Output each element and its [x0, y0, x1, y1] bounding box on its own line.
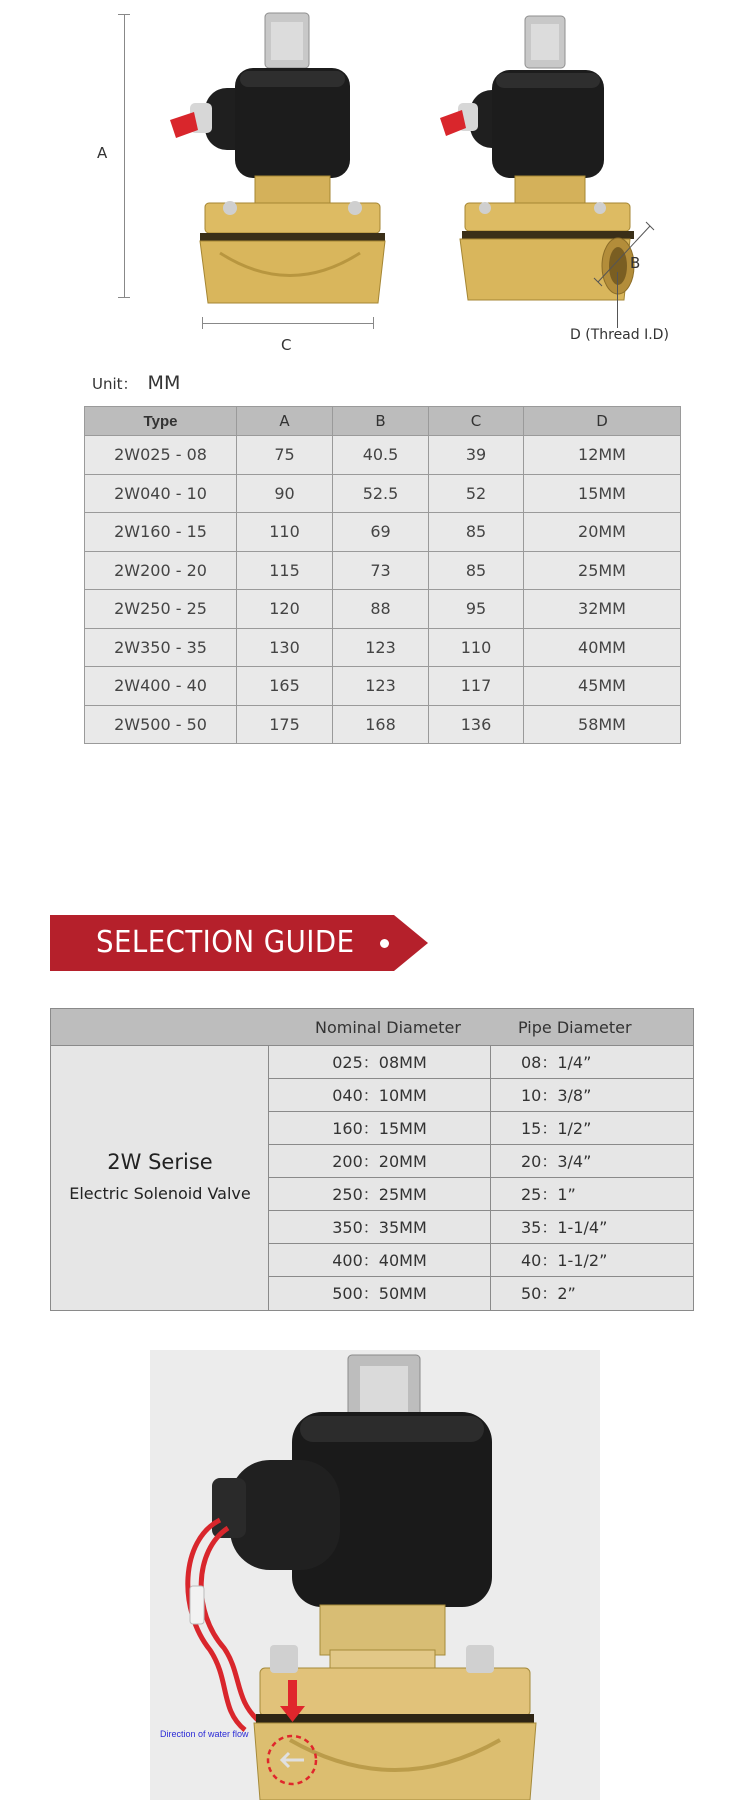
pipe-diameter-cell: 20：3/4” [521, 1152, 592, 1171]
cell-d: 15MM [524, 474, 681, 513]
nominal-diameter-cell: 400：40MM [269, 1244, 491, 1277]
banner-title: SELECTION GUIDE [96, 925, 355, 960]
header-a: A [237, 407, 333, 436]
cell-d: 20MM [524, 513, 681, 552]
series-cell [51, 1046, 269, 1310]
cell-c: 52 [429, 474, 524, 513]
cell-c: 136 [429, 705, 524, 744]
table-row [85, 628, 681, 667]
cell-a: 90 [237, 474, 333, 513]
dimension-d-label: D (Thread I.D) [570, 327, 669, 343]
cell-type: 2W160 - 15 [85, 513, 237, 552]
cell-b: 123 [333, 628, 429, 667]
nominal-diameter-cell: 040：10MM [269, 1079, 491, 1112]
dimensions-header-row [85, 407, 681, 436]
cell-b: 73 [333, 551, 429, 590]
pipe-diameter-cell: 35：1-1/4” [521, 1218, 608, 1237]
table-row [269, 1178, 693, 1211]
selection-guide-table [50, 1008, 694, 1311]
table-row [269, 1244, 693, 1277]
pipe-diameter-cell: 50：2” [521, 1284, 576, 1303]
guide-header-row [51, 1009, 693, 1046]
cell-type: 2W500 - 50 [85, 705, 237, 744]
header-c: C [429, 407, 524, 436]
cell-b: 88 [333, 590, 429, 629]
header-type: Type [85, 407, 237, 436]
cell-type: 2W350 - 35 [85, 628, 237, 667]
dimension-a-label: A [97, 144, 108, 162]
nominal-diameter-cell: 250：25MM [269, 1178, 491, 1211]
dimension-c-label: C [281, 336, 292, 354]
banner-dot-icon [380, 939, 389, 948]
valve-front-view-image [150, 8, 390, 308]
cell-type: 2W400 - 40 [85, 667, 237, 706]
table-row [85, 513, 681, 552]
table-row [85, 705, 681, 744]
dimension-c-line [202, 323, 374, 324]
table-row [269, 1211, 693, 1244]
series-subtitle: Electric Solenoid Valve [69, 1184, 251, 1203]
pipe-diameter-cell: 25：1” [521, 1185, 576, 1204]
table-row [269, 1112, 693, 1145]
cell-b: 168 [333, 705, 429, 744]
nominal-diameter-cell: 160：15MM [269, 1112, 491, 1145]
cell-type: 2W200 - 20 [85, 551, 237, 590]
dimension-a-cap-bottom [118, 297, 130, 298]
cell-a: 120 [237, 590, 333, 629]
nominal-diameter-cell: 350：35MM [269, 1211, 491, 1244]
table-row [269, 1046, 693, 1079]
dimension-c-cap-left [202, 317, 203, 329]
unit-label: Unit： [92, 375, 138, 393]
table-row [269, 1079, 693, 1112]
cell-c: 85 [429, 551, 524, 590]
selection-guide-banner [50, 915, 428, 971]
nominal-diameter-cell: 200：20MM [269, 1145, 491, 1178]
flow-direction-label: Direction of water flow [160, 1729, 249, 1739]
cell-a: 110 [237, 513, 333, 552]
cell-c: 95 [429, 590, 524, 629]
cell-b: 69 [333, 513, 429, 552]
dimension-b-line [590, 220, 660, 300]
unit-row [92, 372, 180, 394]
cell-c: 39 [429, 436, 524, 475]
cell-c: 117 [429, 667, 524, 706]
cell-c: 85 [429, 513, 524, 552]
cell-d: 45MM [524, 667, 681, 706]
cell-d: 58MM [524, 705, 681, 744]
dimension-a-line [124, 14, 125, 298]
cell-a: 130 [237, 628, 333, 667]
cell-a: 165 [237, 667, 333, 706]
guide-rows [269, 1046, 693, 1310]
pipe-diameter-cell: 15：1/2” [521, 1119, 592, 1138]
cell-type: 2W250 - 25 [85, 590, 237, 629]
cell-a: 175 [237, 705, 333, 744]
table-row [85, 436, 681, 475]
dimension-b-label: B [630, 254, 641, 272]
nominal-diameter-cell: 500：50MM [269, 1277, 491, 1310]
table-row [85, 667, 681, 706]
table-row [85, 551, 681, 590]
nominal-diameter-cell: 025：08MM [269, 1046, 491, 1079]
cell-a: 115 [237, 551, 333, 590]
cell-d: 40MM [524, 628, 681, 667]
pipe-diameter-cell: 40：1-1/2” [521, 1251, 608, 1270]
pipe-diameter-cell: 08：1/4” [521, 1053, 592, 1072]
cell-d: 32MM [524, 590, 681, 629]
cell-d: 25MM [524, 551, 681, 590]
cell-b: 40.5 [333, 436, 429, 475]
cell-c: 110 [429, 628, 524, 667]
dimensions-table [84, 406, 681, 744]
header-b: B [333, 407, 429, 436]
pipe-diameter-cell: 10：3/8” [521, 1086, 592, 1105]
cell-type: 2W025 - 08 [85, 436, 237, 475]
header-nominal-diameter: Nominal Diameter [315, 1018, 461, 1037]
cell-b: 52.5 [333, 474, 429, 513]
cell-type: 2W040 - 10 [85, 474, 237, 513]
cell-a: 75 [237, 436, 333, 475]
series-title: 2W Serise [107, 1150, 213, 1174]
header-d: D [524, 407, 681, 436]
cell-d: 12MM [524, 436, 681, 475]
table-row [269, 1277, 693, 1310]
header-pipe-diameter: Pipe Diameter [518, 1018, 632, 1037]
unit-value: MM [147, 372, 181, 394]
table-row [269, 1145, 693, 1178]
dimension-c-cap-right [373, 317, 374, 329]
table-row [85, 474, 681, 513]
dimension-a-cap-top [118, 14, 130, 15]
cell-b: 123 [333, 667, 429, 706]
table-row [85, 590, 681, 629]
dimension-d-leader [617, 272, 618, 328]
